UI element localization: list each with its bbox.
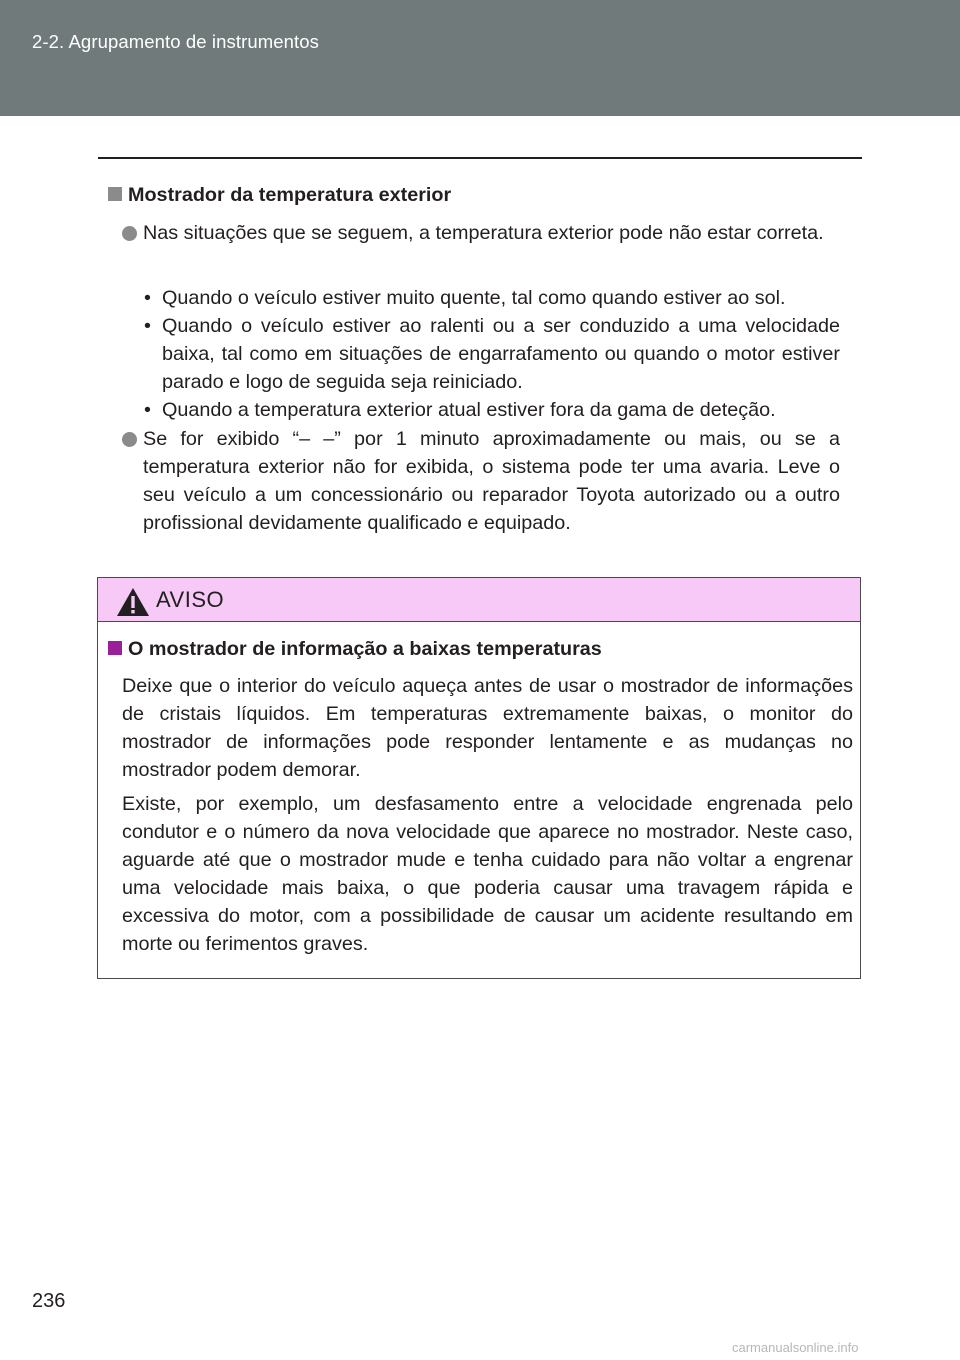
bullet-text: Se for exibido “– –” por 1 minuto aproximadamente ou mais, ou se a temperatura exterior não for exibida, o sistema pode ter uma avaria. Leve o seu veículo a um concessionário ou reparador Toyota autorizado ou a outro profissional devidamente qualificado e equipado. <box>143 428 840 534</box>
warning-heading-text: O mostrador de informação a baixas temperaturas <box>128 638 602 660</box>
sub-list-item <box>144 396 840 424</box>
sub-list-item-text: Quando a temperatura exterior atual estiver fora da gama de deteção. <box>162 399 776 421</box>
bullet-item <box>122 219 840 247</box>
heading-square-icon <box>108 187 122 201</box>
warning-label: AVISO <box>156 587 225 612</box>
sub-bullet-marker: • <box>144 287 151 309</box>
sub-list-item-text: Quando o veículo estiver muito quente, tal como quando estiver ao sol. <box>162 287 786 309</box>
section-heading <box>108 181 451 209</box>
warning-square-icon <box>108 641 122 655</box>
watermark: carmanualsonline.info <box>732 1340 859 1355</box>
page-number: 236 <box>32 1290 66 1312</box>
bullet-text: Nas situações que se seguem, a temperatura exterior pode não estar correta. <box>143 222 824 244</box>
bullet-dot-icon <box>122 226 137 241</box>
top-divider <box>98 157 862 159</box>
sub-bullet-marker: • <box>144 315 151 337</box>
warning-heading <box>108 635 602 663</box>
sub-list-item <box>144 284 840 312</box>
sub-list <box>144 284 840 424</box>
sub-bullet-marker: • <box>144 399 151 421</box>
warning-header <box>98 578 860 622</box>
section-breadcrumb: 2-2. Agrupamento de instrumentos <box>32 31 320 52</box>
bullet-item <box>122 425 840 537</box>
sub-list-item <box>144 312 840 396</box>
bullet-dot-icon <box>122 432 137 447</box>
sub-list-item-text: Quando o veículo estiver ao ralenti ou a ser conduzido a uma velocidade baixa, tal como em situações de engarrafamento ou quando o motor estiver parado e logo de seguida seja reiniciado. <box>162 315 840 393</box>
section-heading-text: Mostrador da temperatura exterior <box>128 184 452 206</box>
warning-paragraph: Existe, por exemplo, um desfasamento entre a velocidade engrenada pelo condutor e o número da nova velocidade que aparece no mostrador. Neste caso, aguarde até que o mostrador mude e tenha cuidado para não voltar a engrenar uma velocidade mais baixa, o que poderia causar uma travagem rápida e excessiva do motor, com a possibilidade de causar um acidente resultando em morte ou ferimentos graves. <box>122 793 853 955</box>
warning-paragraph: Deixe que o interior do veículo aqueça antes de usar o mostrador de informações de cristais líquidos. Em temperaturas extremamente baixas, o monitor do mostrador de informações pode responder lentamente e as mudanças no mostrador podem demorar. <box>122 675 853 781</box>
warning-triangle-icon <box>116 587 150 617</box>
header-band <box>0 0 960 116</box>
